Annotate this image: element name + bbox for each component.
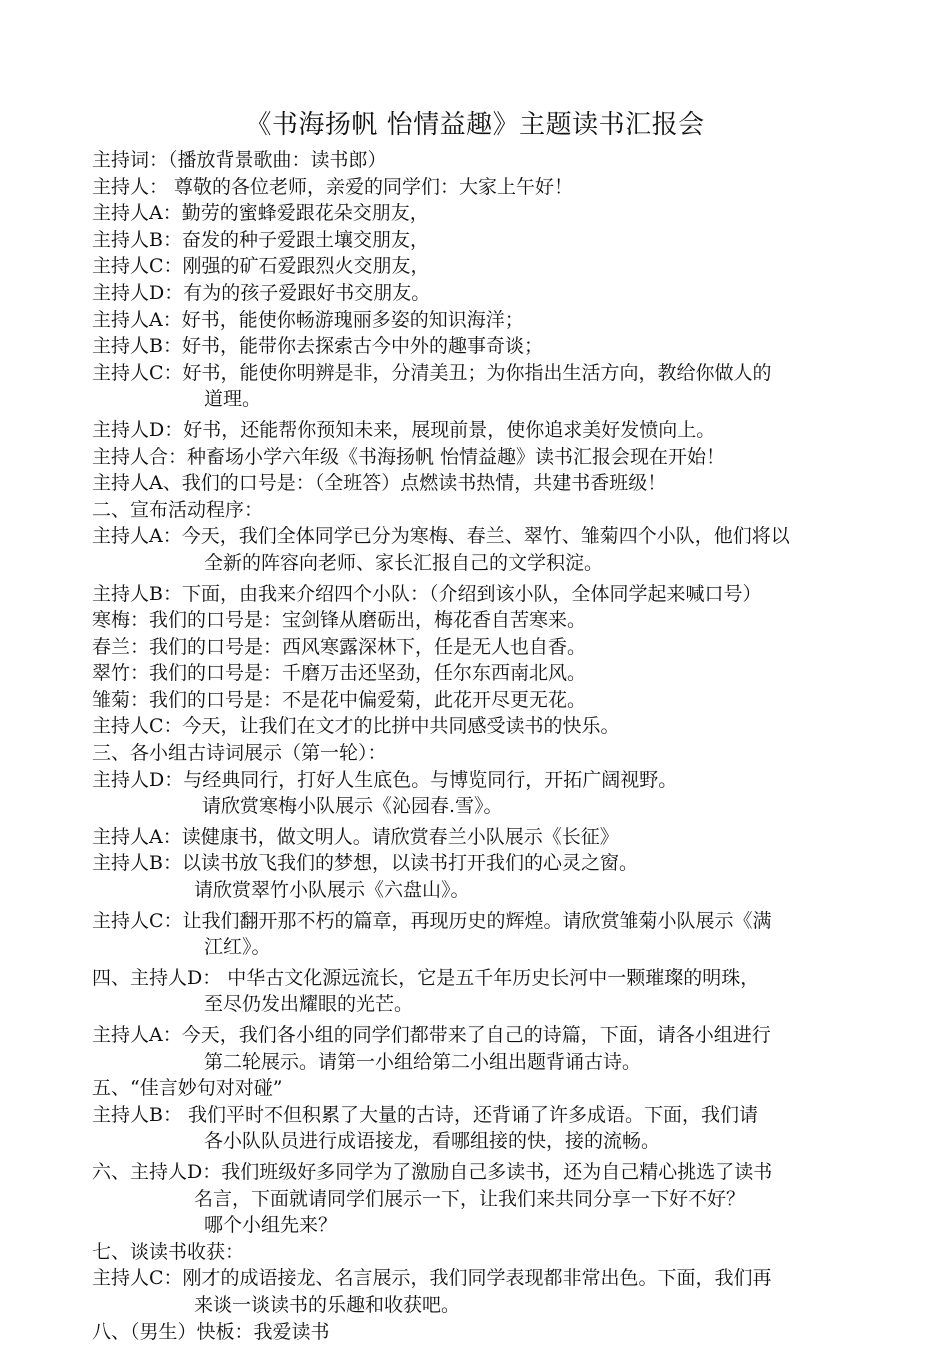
section-heading: 八、（男生）快板：我爱读书 xyxy=(92,1320,330,1343)
text-line: 主持人： 尊敬的各位老师，亲爱的同学们：大家上午好！ xyxy=(92,175,574,198)
text-line: 主持人A：今天，我们各小组的同学们都带来了自己的诗篇，下面，请各小组进行 xyxy=(92,1024,771,1046)
section-heading: 三、各小组古诗词展示（第一轮）： xyxy=(92,742,387,765)
text-line: 主持人合：种畜场小学六年级《书海扬帆 怡情益趣》读书汇报会现在开始！ xyxy=(92,445,726,468)
text-line: 主持人B：奋发的种子爱跟土壤交朋友， xyxy=(92,228,429,251)
section-heading: 五、“佳言妙句对对碰” xyxy=(92,1077,283,1100)
section-heading: 六、主持人D：我们班级好多同学为了激励自己多读书，还为自己精心挑选了读书 xyxy=(92,1160,773,1183)
text-line-continuation: 至尽仍发出耀眼的光芒。 xyxy=(204,993,414,1016)
text-line-continuation: 第二轮展示。请第一小组给第二小组出题背诵古诗。 xyxy=(204,1050,642,1073)
text-line: 雏菊：我们的口号是：不是花中偏爱菊，此花开尽更无花。 xyxy=(92,688,587,711)
text-line: 主持人B：下面，由我来介绍四个小队：（介绍到该小队，全体同学起来喊口号） xyxy=(92,582,762,605)
text-line: 主持人D：有为的孩子爱跟好书交朋友。 xyxy=(92,281,431,304)
text-line-continuation: 哪个小组先来？ xyxy=(204,1214,338,1237)
text-line: 主持人C：刚强的矿石爱跟烈火交朋友， xyxy=(92,255,430,278)
text-line: 主持人C：今天，让我们在文才的比拼中共同感受读书的快乐。 xyxy=(92,715,620,738)
text-line: 主持人C：让我们翻开那不朽的篇章，再现历史的辉煌。请欣赏雏菊小队展示《满 xyxy=(92,909,772,932)
text-line-continuation: 道理。 xyxy=(204,388,262,411)
text-line: 翠竹：我们的口号是：千磨万击还坚劲，任尔东西南北风。 xyxy=(92,662,587,685)
text-line-continuation: 各小队队员进行成语接龙，看哪组接的快，接的流畅。 xyxy=(204,1130,661,1153)
text-line-continuation: 请欣赏寒梅小队展示《沁园春.雪》。 xyxy=(202,795,503,818)
text-line: 主持人A：勤劳的蜜蜂爱跟花朵交朋友， xyxy=(92,202,429,225)
document-body xyxy=(92,147,864,1345)
text-line-continuation: 请欣赏翠竹小队展示《六盘山》。 xyxy=(194,879,470,902)
text-line: 主持人A：读健康书，做文明人。请欣赏春兰小队展示《长征》 xyxy=(92,825,619,848)
text-line: 主持人A：今天，我们全体同学已分为寒梅、春兰、翠竹、雏菊四个小队，他们将以 xyxy=(92,525,790,548)
document-title: 《书海扬帆 怡情益趣》主题读书汇报会 xyxy=(245,110,705,140)
text-line: 寒梅：我们的口号是：宝剑锋从磨砺出，梅花香自苦寒来。 xyxy=(92,609,587,632)
text-line: 主持人B：好书，能带你去探索古今中外的趣事奇谈； xyxy=(92,335,543,358)
section-heading: 四、主持人D： 中华古文化源远流长，它是五千年历史长河中一颗璀璨的明珠， xyxy=(92,966,760,989)
text-line: 主持人A：好书，能使你畅游瑰丽多姿的知识海洋； xyxy=(92,308,524,331)
text-line-continuation: 江红》。 xyxy=(204,936,271,959)
text-line-continuation: 名言，下面就请同学们展示一下，让我们来共同分享一下好不好？ xyxy=(194,1187,746,1210)
text-line: 主持人A、我们的口号是：（全班答）点燃读书热情，共建书香班级！ xyxy=(92,472,667,495)
text-line: 主持人C：好书，能使你明辨是非，分清美丑；为你指出生活方向，教给你做人的 xyxy=(92,361,772,384)
text-line: 主持人B： 我们平时不但积累了大量的古诗，还背诵了许多成语。下面，我们请 xyxy=(92,1103,759,1126)
text-line: 主持人D：好书，还能帮你预知未来，展现前景，使你追求美好发愤向上。 xyxy=(92,418,716,441)
text-line: 主持人D：与经典同行，打好人生底色。与博览同行，开拓广阔视野。 xyxy=(92,768,678,791)
text-line-continuation: 来谈一谈读书的乐趣和收获吧。 xyxy=(194,1293,461,1316)
text-line: 春兰：我们的口号是：西风寒露深林下，任是无人也自香。 xyxy=(92,635,587,658)
section-heading: 七、谈读书收获： xyxy=(92,1240,245,1263)
text-line: 主持词：（播放背景歌曲：读书郎） xyxy=(92,149,387,171)
text-line-continuation: 全新的阵容向老师、家长汇报自己的文学积淀。 xyxy=(204,551,604,574)
section-heading: 二、宣布活动程序： xyxy=(92,498,264,521)
text-line: 主持人C：刚才的成语接龙、名言展示，我们同学表现都非常出色。下面，我们再 xyxy=(92,1267,772,1290)
text-line: 主持人B：以读书放飞我们的梦想，以读书打开我们的心灵之窗。 xyxy=(92,852,638,875)
